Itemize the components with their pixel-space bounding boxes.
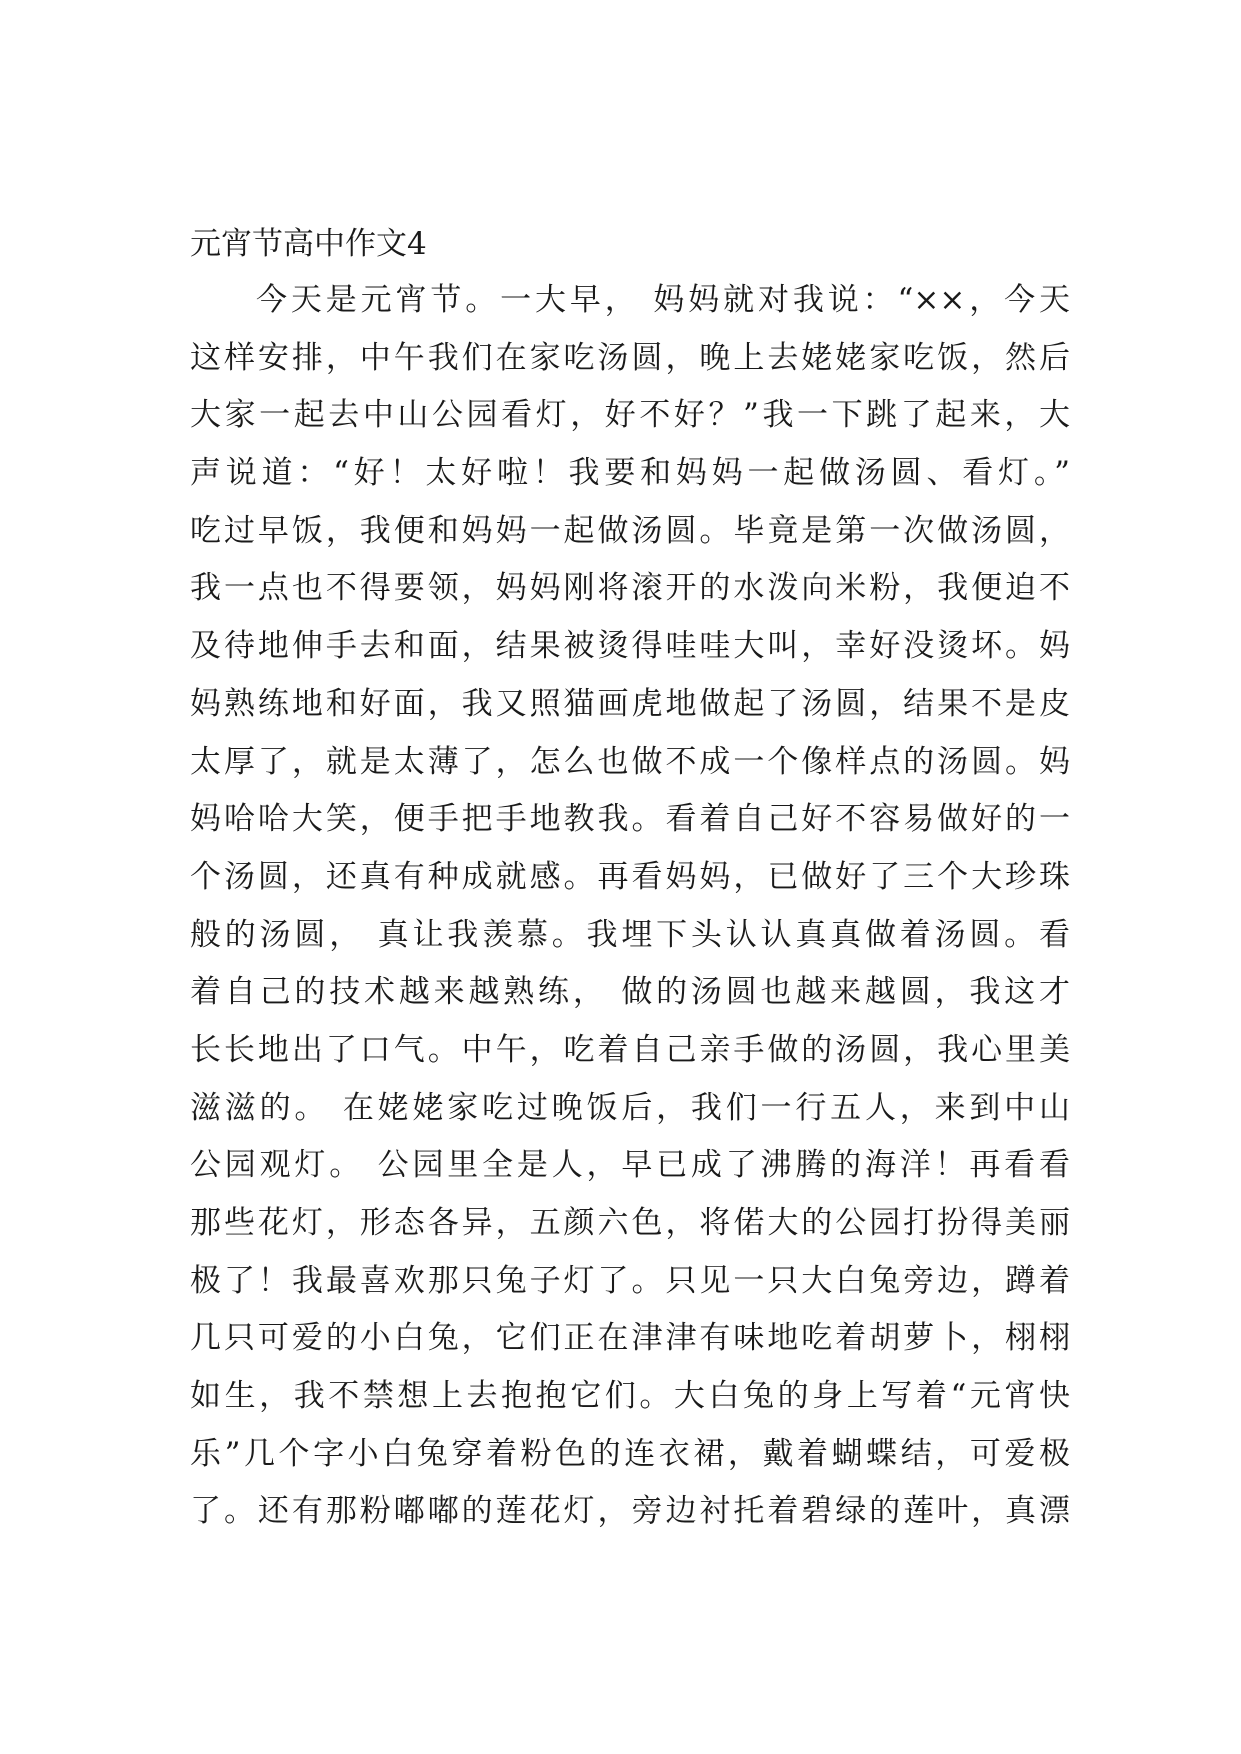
- text-line: 着自己的技术越来越熟练， 做的汤圆也越来越圆，我这才: [190, 974, 1070, 1011]
- text-line: 公园观灯。 公园里全是人，早已成了沸腾的海洋！再看看: [190, 1147, 1070, 1184]
- text-line: 滋滋的。 在姥姥家吃过晚饭后，我们一行五人，来到中山: [190, 1089, 1070, 1126]
- text-line: 极了！我最喜欢那只兔子灯了。只见一只大白兔旁边，蹲着: [190, 1262, 1070, 1299]
- essay-title: 元宵节高中作文4: [190, 226, 427, 262]
- text-line: 吃过早饭，我便和妈妈一起做汤圆。毕竟是第一次做汤圆，: [190, 512, 1070, 549]
- text-line: 乐”几个字小白兔穿着粉色的连衣裙，戴着蝴蝶结，可爱极: [190, 1435, 1070, 1472]
- text-line: 几只可爱的小白兔，它们正在津津有味地吃着胡萝卜，栩栩: [190, 1320, 1070, 1357]
- text-line: 这样安排，中午我们在家吃汤圆，晚上去姥姥家吃饭，然后: [190, 339, 1070, 376]
- text-line: 今天是元宵节。一大早， 妈妈就对我说：“××，今天: [256, 282, 1070, 318]
- text-line: 太厚了，就是太薄了，怎么也做不成一个像样点的汤圆。妈: [190, 743, 1070, 780]
- text-line: 及待地伸手去和面，结果被烫得哇哇大叫，幸好没烫坏。妈: [190, 628, 1070, 665]
- text-line: 长长地出了口气。中午，吃着自己亲手做的汤圆，我心里美: [190, 1031, 1070, 1068]
- text-line: 那些花灯，形态各异，五颜六色，将偌大的公园打扮得美丽: [190, 1205, 1070, 1241]
- text-line: 我一点也不得要领，妈妈刚将滚开的水泼向米粉，我便迫不: [190, 570, 1070, 607]
- text-line: 妈熟练地和好面，我又照猫画虎地做起了汤圆，结果不是皮: [190, 685, 1070, 722]
- essay-body: [190, 272, 1070, 1541]
- text-line: 大家一起去中山公园看灯，好不好？”我一下跳了起来，大: [190, 397, 1070, 434]
- text-line: 了。还有那粉嘟嘟的莲花灯，旁边衬托着碧绿的莲叶，真漂: [190, 1493, 1070, 1530]
- text-line: 妈哈哈大笑，便手把手地教我。看着自己好不容易做好的一: [190, 801, 1070, 838]
- text-line: 声说道：“好！太好啦！我要和妈妈一起做汤圆、看灯。”: [190, 455, 1070, 492]
- text-line: 个汤圆，还真有种成就感。再看妈妈，已做好了三个大珍珠: [190, 858, 1070, 895]
- text-line: 如生，我不禁想上去抱抱它们。大白兔的身上写着“元宵快: [190, 1378, 1070, 1415]
- text-line: 般的汤圆， 真让我羡慕。我埋下头认认真真做着汤圆。看: [190, 916, 1070, 953]
